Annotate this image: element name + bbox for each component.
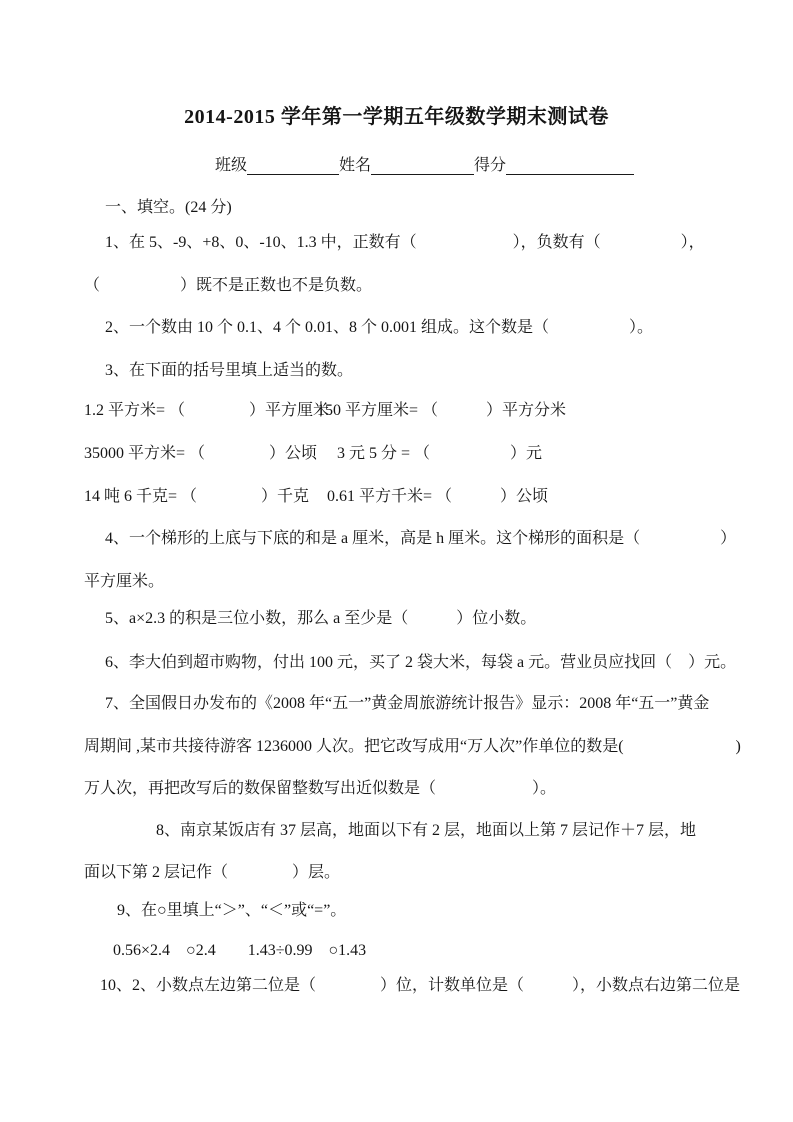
class-blank-field[interactable] [247,157,339,175]
score-blank-field[interactable] [506,157,634,175]
question-4-line-1: 4、一个梯形的上底与下底的和是 a 厘米，高是 h 厘米。这个梯形的面积是（ ） [105,530,737,547]
question-5: 5、a×2.3 的积是三位小数，那么 a 至少是（ ）位小数。 [105,610,537,627]
class-label: 班级 [215,157,248,174]
question-8-line-2: 面以下第 2 层记作（ ）层。 [84,864,341,881]
question-9-intro: 9、在○里填上“＞”、“＜”或“=”。 [117,902,347,919]
page-title: 2014-2015 学年第一学期五年级数学期末测试卷 [184,106,609,128]
question-7-line-3: 万人次，再把改写后的数保留整数写出近似数是（ ）。 [84,780,557,797]
conversion-3-right: 0.61 平方千米= （ ）公顷 [327,488,549,505]
score-label: 得分 [474,157,507,174]
conversion-2-right: 3 元 5 分 = （ ）元 [337,445,543,462]
section-1-heading: 一、填空。(24 分) [105,199,232,216]
question-3-row-3 [84,486,764,507]
conversion-3-left: 14 吨 6 千克= （ ）千克 [84,488,310,505]
conversion-1-right: 150 平方厘米= （ ）平方分米 [317,402,567,419]
question-1-line-2: （ ）既不是正数也不是负数。 [84,277,373,294]
question-6: 6、李大伯到超市购物，付出 100 元，买了 2 袋大米，每袋 a 元。营业员应找回（ ）元。 [105,654,737,671]
name-blank-field[interactable] [371,157,474,175]
question-8-line-1: 8、南京某饭店有 37 层高，地面以下有 2 层，地面以上第 7 层记作＋7 层，地 [156,822,697,839]
conversion-2-left: 35000 平方米= （ ）公顷 [84,445,318,462]
question-3-intro: 3、在下面的括号里填上适当的数。 [105,362,354,379]
question-7-line-1: 7、全国假日办发布的《2008 年“五一”黄金周旅游统计报告》显示：2008 年“五一”黄金 [105,695,710,712]
question-1-line-1: 1、在 5、-9、+8、0、-10、1.3 中，正数有（ ），负数有（ ）， [105,234,705,251]
question-10: 10、2、小数点左边第二位是（ ）位，计数单位是（ ），小数点右边第二位是 [100,977,741,994]
student-info-row [215,152,634,175]
question-2: 2、一个数由 10 个 0.1、4 个 0.01、8 个 0.001 组成。这个数是（ ）。 [105,319,654,336]
question-9-comparison-row: 0.56×2.4 ○2.4 1.43÷0.99 ○1.43 [113,942,367,959]
question-7-line-2: 周期间 ,某市共接待游客 1236000 人次。把它改写成用“万人次”作单位的数是( ) [84,738,741,755]
question-3-row-1 [84,400,764,421]
question-3-row-2 [84,443,764,464]
question-4-line-2: 平方厘米。 [84,573,165,590]
name-label: 姓名 [339,157,372,174]
conversion-1-left: 1.2 平方米= （ ）平方厘米 [84,402,330,419]
